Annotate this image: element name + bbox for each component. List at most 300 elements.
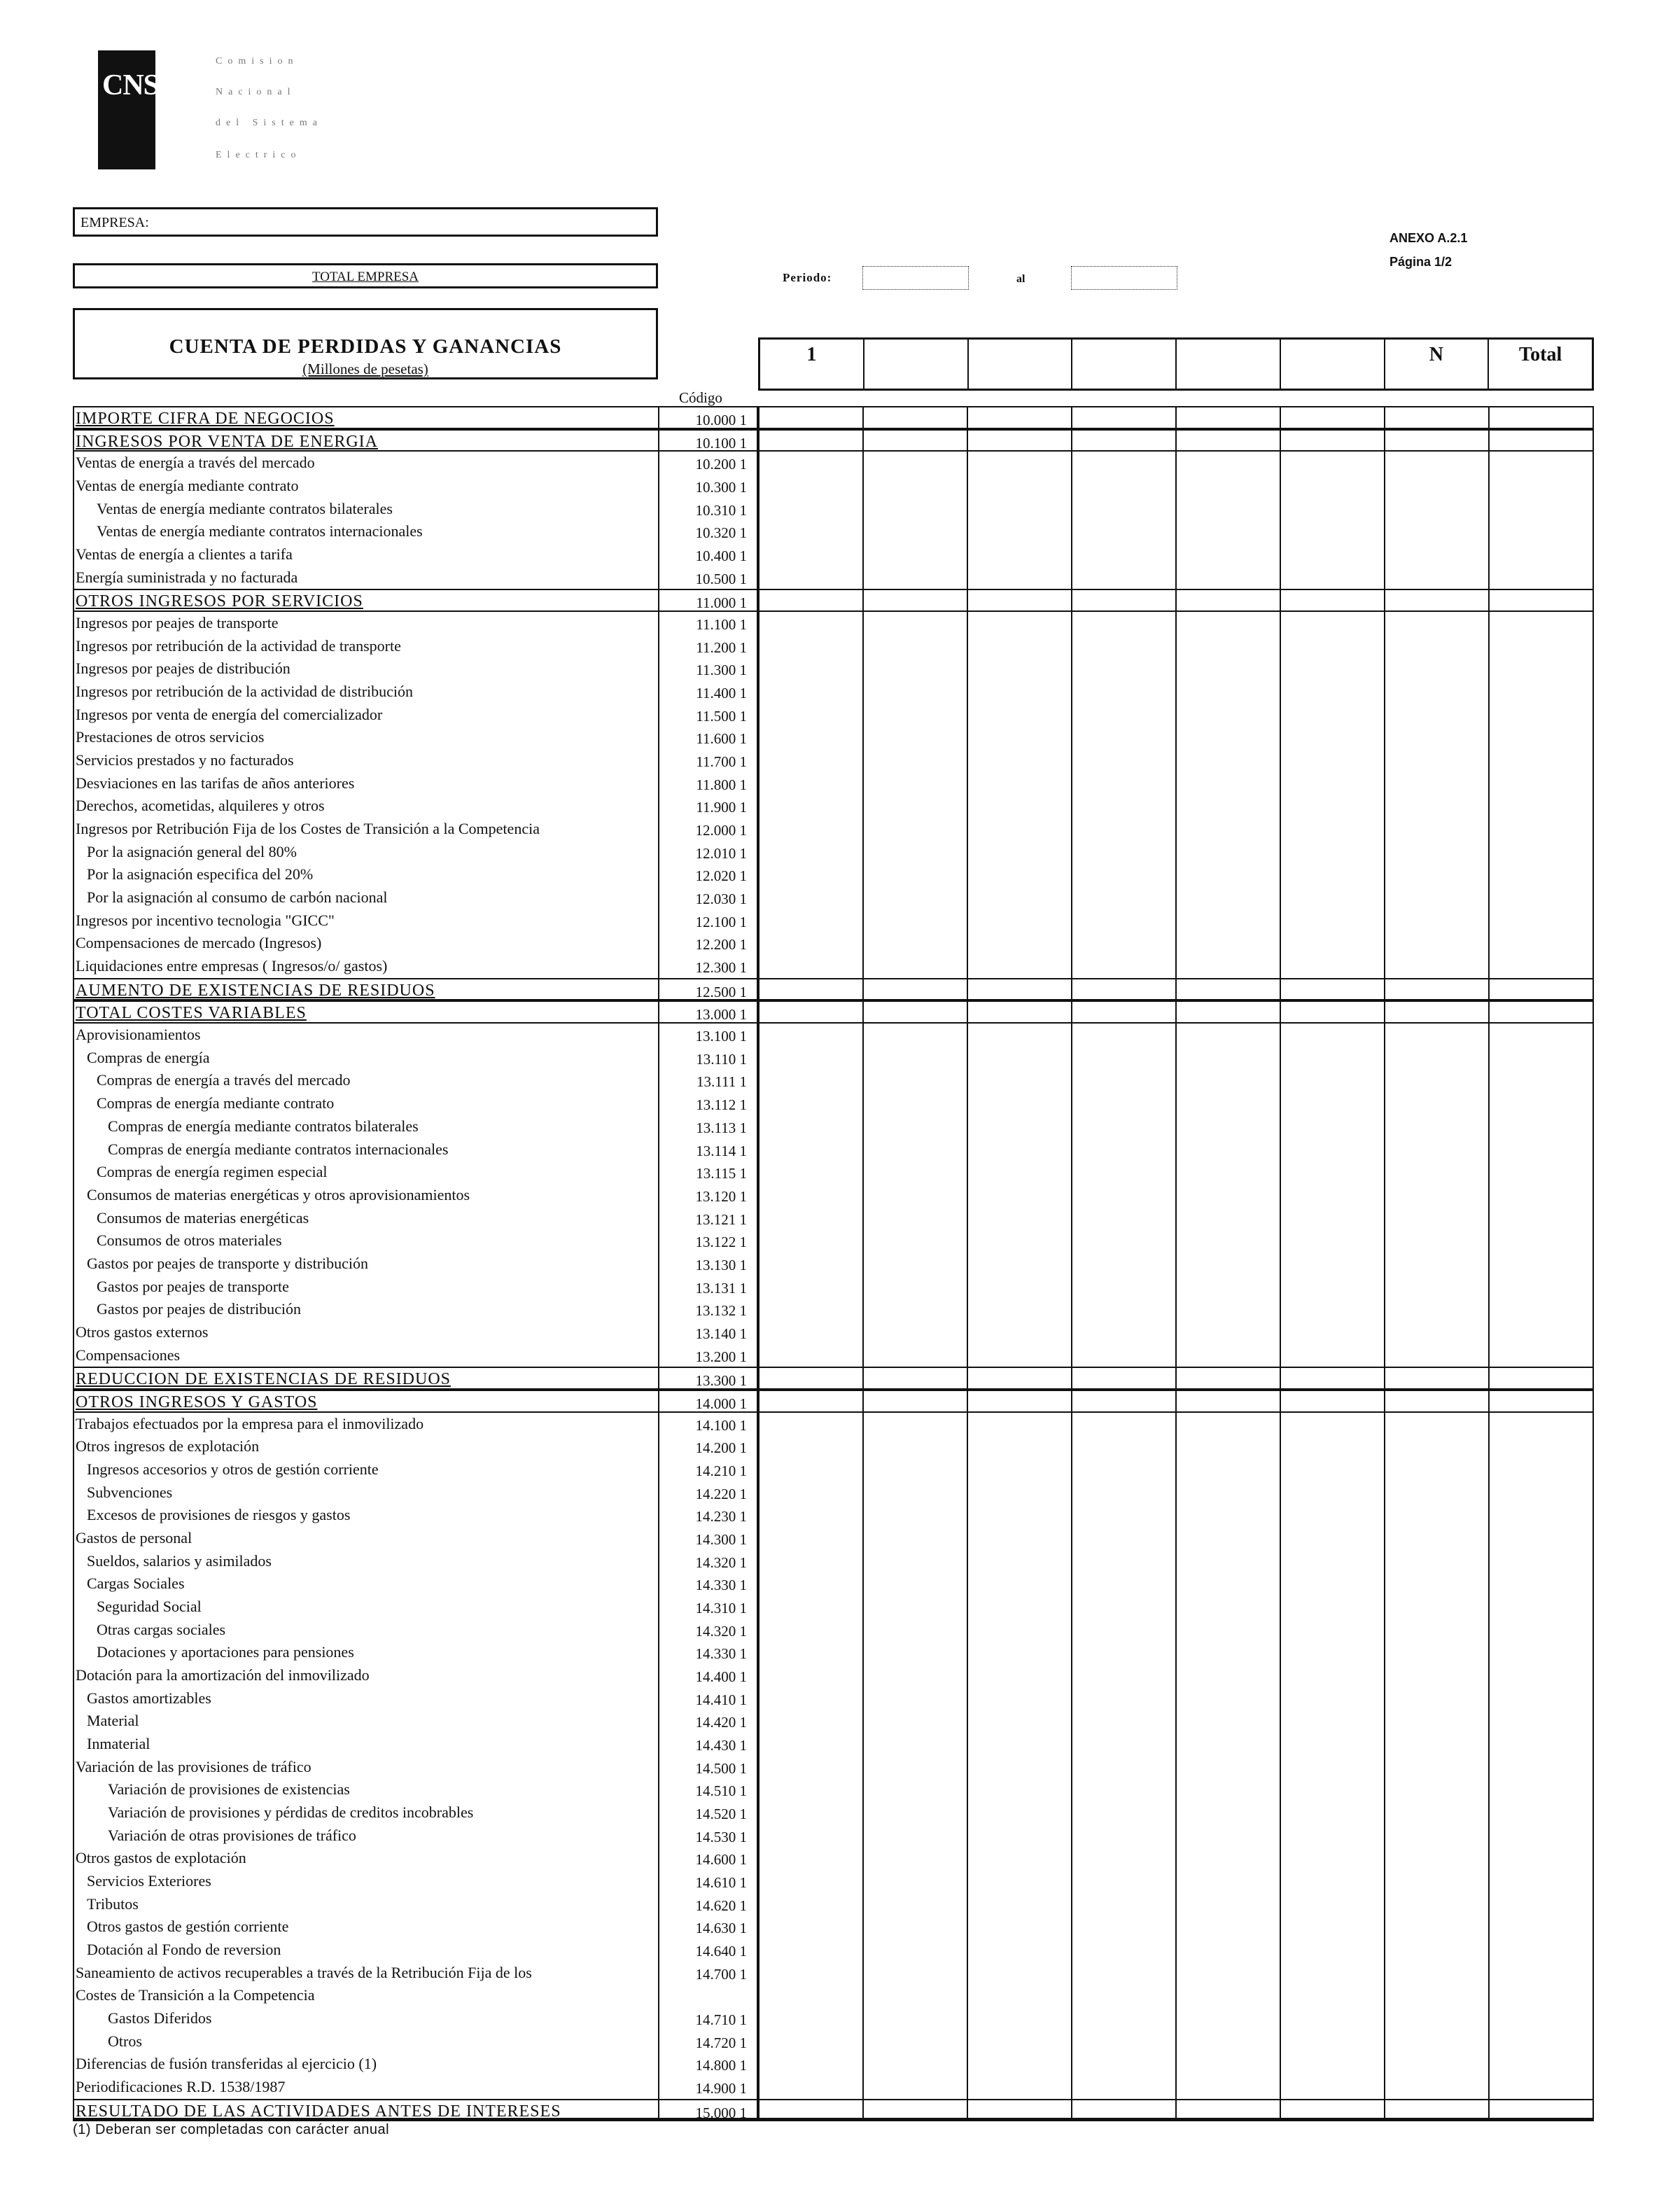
value-cell[interactable]	[1072, 1413, 1177, 1436]
value-cell[interactable]	[1490, 1276, 1594, 1299]
value-cell[interactable]	[1385, 680, 1490, 704]
value-cell[interactable]	[1072, 1390, 1177, 1413]
value-cell[interactable]	[1385, 863, 1490, 886]
value-cell[interactable]	[968, 589, 1072, 612]
value-cell[interactable]	[968, 1115, 1072, 1138]
value-cell[interactable]	[968, 1550, 1072, 1573]
value-cell[interactable]	[1385, 1229, 1490, 1252]
total-empresa-field[interactable]	[73, 263, 658, 288]
value-cell[interactable]	[1490, 932, 1594, 955]
value-cell[interactable]	[1490, 1115, 1594, 1138]
value-cell[interactable]	[1177, 1024, 1281, 1047]
value-cell[interactable]	[1490, 1893, 1594, 1916]
value-cell[interactable]	[1177, 1870, 1281, 1893]
value-cell[interactable]	[1281, 1413, 1385, 1436]
value-cell[interactable]	[1385, 1390, 1490, 1413]
value-cell[interactable]	[864, 978, 968, 1001]
value-cell[interactable]	[758, 1801, 864, 1824]
value-cell[interactable]	[1177, 1435, 1281, 1458]
value-cell[interactable]	[1385, 1962, 1490, 1985]
value-cell[interactable]	[968, 1458, 1072, 1481]
value-cell[interactable]	[1490, 1252, 1594, 1276]
value-cell[interactable]	[1177, 1527, 1281, 1550]
value-cell[interactable]	[864, 1298, 968, 1321]
value-cell[interactable]	[1281, 1138, 1385, 1161]
value-cell[interactable]	[1490, 498, 1594, 521]
value-cell[interactable]	[968, 429, 1072, 452]
value-cell[interactable]	[1490, 955, 1594, 978]
value-cell[interactable]	[758, 1915, 864, 1939]
value-cell[interactable]	[968, 1390, 1072, 1413]
value-cell[interactable]	[758, 749, 864, 772]
value-cell[interactable]	[1281, 1619, 1385, 1642]
value-cell[interactable]	[1281, 612, 1385, 635]
value-cell[interactable]	[864, 886, 968, 909]
value-cell[interactable]	[968, 772, 1072, 795]
value-cell[interactable]	[1281, 475, 1385, 498]
value-cell[interactable]	[1385, 772, 1490, 795]
value-cell[interactable]	[864, 1756, 968, 1779]
value-cell[interactable]	[1072, 1092, 1177, 1115]
value-cell[interactable]	[1385, 1550, 1490, 1573]
value-cell[interactable]	[864, 1550, 968, 1573]
value-cell[interactable]	[1490, 680, 1594, 704]
value-cell[interactable]	[1177, 749, 1281, 772]
value-cell[interactable]	[1490, 1435, 1594, 1458]
value-cell[interactable]	[1385, 1619, 1490, 1642]
value-cell[interactable]	[968, 498, 1072, 521]
value-cell[interactable]	[1490, 1733, 1594, 1756]
value-cell[interactable]	[1177, 1596, 1281, 1619]
value-cell[interactable]	[1385, 1733, 1490, 1756]
value-cell[interactable]	[1281, 1252, 1385, 1276]
value-cell[interactable]	[968, 726, 1072, 749]
value-cell[interactable]	[864, 2007, 968, 2030]
value-cell[interactable]	[1177, 2076, 1281, 2099]
value-cell[interactable]	[1072, 1458, 1177, 1481]
value-cell[interactable]	[1490, 1962, 1594, 1985]
value-cell[interactable]	[1281, 589, 1385, 612]
value-cell[interactable]	[1490, 909, 1594, 933]
value-cell[interactable]	[864, 932, 968, 955]
value-cell[interactable]	[968, 2030, 1072, 2053]
value-cell[interactable]	[758, 1481, 864, 1505]
value-cell[interactable]	[1385, 1092, 1490, 1115]
value-cell[interactable]	[758, 1298, 864, 1321]
value-cell[interactable]	[1385, 520, 1490, 543]
value-cell[interactable]	[864, 406, 968, 429]
value-cell[interactable]	[1281, 1550, 1385, 1573]
periodo-from-field[interactable]	[862, 266, 969, 290]
value-cell[interactable]	[758, 1870, 864, 1893]
value-cell[interactable]	[758, 612, 864, 635]
value-cell[interactable]	[758, 1778, 864, 1801]
value-cell[interactable]	[1385, 589, 1490, 612]
value-cell[interactable]	[1385, 1870, 1490, 1893]
value-cell[interactable]	[864, 1092, 968, 1115]
value-cell[interactable]	[1177, 1984, 1281, 2007]
value-cell[interactable]	[864, 704, 968, 727]
value-cell[interactable]	[758, 1733, 864, 1756]
value-cell[interactable]	[1072, 2076, 1177, 2099]
value-cell[interactable]	[968, 566, 1072, 589]
value-cell[interactable]	[1385, 795, 1490, 818]
value-cell[interactable]	[1177, 1572, 1281, 1596]
value-cell[interactable]	[968, 1756, 1072, 1779]
value-cell[interactable]	[1072, 498, 1177, 521]
value-cell[interactable]	[1281, 978, 1385, 1001]
value-cell[interactable]	[758, 1390, 864, 1413]
value-cell[interactable]	[968, 1207, 1072, 1230]
value-cell[interactable]	[1281, 635, 1385, 658]
value-cell[interactable]	[1490, 635, 1594, 658]
value-cell[interactable]	[1385, 2076, 1490, 2099]
value-cell[interactable]	[864, 475, 968, 498]
value-cell[interactable]	[864, 498, 968, 521]
value-cell[interactable]	[1177, 909, 1281, 933]
value-cell[interactable]	[1281, 863, 1385, 886]
value-cell[interactable]	[758, 1596, 864, 1619]
value-cell[interactable]	[1072, 1435, 1177, 1458]
value-cell[interactable]	[758, 978, 864, 1001]
value-cell[interactable]	[968, 2053, 1072, 2076]
value-cell[interactable]	[1177, 1413, 1281, 1436]
value-cell[interactable]	[1281, 2053, 1385, 2076]
value-cell[interactable]	[1385, 612, 1490, 635]
value-cell[interactable]	[1072, 1893, 1177, 1916]
value-cell[interactable]	[864, 1687, 968, 1710]
value-cell[interactable]	[758, 635, 864, 658]
value-cell[interactable]	[1490, 795, 1594, 818]
value-cell[interactable]	[1072, 726, 1177, 749]
value-cell[interactable]	[1072, 932, 1177, 955]
value-cell[interactable]	[864, 657, 968, 680]
value-cell[interactable]	[864, 680, 968, 704]
value-cell[interactable]	[1385, 475, 1490, 498]
value-cell[interactable]	[1177, 1550, 1281, 1573]
value-cell[interactable]	[1281, 680, 1385, 704]
value-cell[interactable]	[968, 612, 1072, 635]
value-cell[interactable]	[1072, 1229, 1177, 1252]
value-cell[interactable]	[968, 1915, 1072, 1939]
value-cell[interactable]	[864, 1619, 968, 1642]
value-cell[interactable]	[1281, 1801, 1385, 1824]
value-cell[interactable]	[1490, 452, 1594, 475]
value-cell[interactable]	[1072, 1069, 1177, 1092]
value-cell[interactable]	[758, 932, 864, 955]
value-cell[interactable]	[1490, 1619, 1594, 1642]
value-cell[interactable]	[1177, 1733, 1281, 1756]
value-cell[interactable]	[1281, 1756, 1385, 1779]
value-cell[interactable]	[1072, 612, 1177, 635]
value-cell[interactable]	[1490, 543, 1594, 566]
value-cell[interactable]	[1072, 1550, 1177, 1573]
value-cell[interactable]	[1281, 1687, 1385, 1710]
value-cell[interactable]	[1072, 909, 1177, 933]
value-cell[interactable]	[1385, 1915, 1490, 1939]
value-cell[interactable]	[864, 1252, 968, 1276]
value-cell[interactable]	[758, 1847, 864, 1870]
value-cell[interactable]	[1177, 406, 1281, 429]
value-cell[interactable]	[758, 1550, 864, 1573]
value-cell[interactable]	[968, 909, 1072, 933]
value-cell[interactable]	[1490, 1024, 1594, 1047]
value-cell[interactable]	[1281, 2076, 1385, 2099]
value-cell[interactable]	[968, 1504, 1072, 1527]
value-cell[interactable]	[1281, 1710, 1385, 1733]
value-cell[interactable]	[1281, 1161, 1385, 1184]
value-cell[interactable]	[758, 680, 864, 704]
value-cell[interactable]	[1072, 1572, 1177, 1596]
value-cell[interactable]	[1385, 1344, 1490, 1367]
value-cell[interactable]	[1385, 1596, 1490, 1619]
value-cell[interactable]	[968, 680, 1072, 704]
value-cell[interactable]	[1072, 1664, 1177, 1687]
value-cell[interactable]	[1281, 1962, 1385, 1985]
value-cell[interactable]	[1490, 2053, 1594, 2076]
value-cell[interactable]	[1281, 1069, 1385, 1092]
value-cell[interactable]	[1177, 1504, 1281, 1527]
value-cell[interactable]	[968, 1481, 1072, 1505]
value-cell[interactable]	[1072, 2099, 1177, 2120]
value-cell[interactable]	[1177, 1778, 1281, 1801]
value-cell[interactable]	[1490, 429, 1594, 452]
value-cell[interactable]	[758, 886, 864, 909]
value-cell[interactable]	[1072, 1801, 1177, 1824]
value-cell[interactable]	[758, 520, 864, 543]
value-cell[interactable]	[864, 726, 968, 749]
value-cell[interactable]	[1385, 932, 1490, 955]
value-cell[interactable]	[864, 1527, 968, 1550]
value-cell[interactable]	[968, 932, 1072, 955]
value-cell[interactable]	[864, 1939, 968, 1962]
value-cell[interactable]	[1072, 1367, 1177, 1390]
value-cell[interactable]	[968, 886, 1072, 909]
value-cell[interactable]	[864, 1276, 968, 1299]
value-cell[interactable]	[1281, 1184, 1385, 1207]
value-cell[interactable]	[758, 1161, 864, 1184]
value-cell[interactable]	[1177, 1069, 1281, 1092]
value-cell[interactable]	[864, 1710, 968, 1733]
value-cell[interactable]	[1072, 1847, 1177, 1870]
value-cell[interactable]	[1281, 543, 1385, 566]
value-cell[interactable]	[1072, 1939, 1177, 1962]
value-cell[interactable]	[864, 795, 968, 818]
value-cell[interactable]	[758, 795, 864, 818]
value-cell[interactable]	[1490, 1481, 1594, 1505]
value-cell[interactable]	[864, 1733, 968, 1756]
value-cell[interactable]	[1490, 1207, 1594, 1230]
value-cell[interactable]	[1281, 1367, 1385, 1390]
value-cell[interactable]	[758, 1962, 864, 1985]
value-cell[interactable]	[968, 520, 1072, 543]
value-cell[interactable]	[1385, 1138, 1490, 1161]
value-cell[interactable]	[1072, 955, 1177, 978]
value-cell[interactable]	[1072, 406, 1177, 429]
value-cell[interactable]	[864, 955, 968, 978]
value-cell[interactable]	[1177, 1000, 1281, 1024]
value-cell[interactable]	[1385, 841, 1490, 864]
empresa-field[interactable]	[73, 207, 658, 237]
value-cell[interactable]	[1177, 978, 1281, 1001]
value-cell[interactable]	[1490, 2099, 1594, 2120]
value-cell[interactable]	[968, 1641, 1072, 1664]
value-cell[interactable]	[758, 909, 864, 933]
value-cell[interactable]	[968, 1870, 1072, 1893]
value-cell[interactable]	[1177, 1298, 1281, 1321]
value-cell[interactable]	[1072, 772, 1177, 795]
value-cell[interactable]	[864, 2053, 968, 2076]
value-cell[interactable]	[1281, 1527, 1385, 1550]
value-cell[interactable]	[1177, 475, 1281, 498]
value-cell[interactable]	[758, 429, 864, 452]
value-cell[interactable]	[968, 657, 1072, 680]
value-cell[interactable]	[1385, 955, 1490, 978]
value-cell[interactable]	[864, 1115, 968, 1138]
value-cell[interactable]	[1490, 2076, 1594, 2099]
value-cell[interactable]	[1281, 1893, 1385, 1916]
value-cell[interactable]	[1177, 1710, 1281, 1733]
value-cell[interactable]	[1490, 886, 1594, 909]
value-cell[interactable]	[864, 1024, 968, 1047]
value-cell[interactable]	[864, 1596, 968, 1619]
value-cell[interactable]	[1177, 1138, 1281, 1161]
value-cell[interactable]	[1177, 657, 1281, 680]
value-cell[interactable]	[1281, 749, 1385, 772]
value-cell[interactable]	[1072, 657, 1177, 680]
periodo-to-field[interactable]	[1071, 266, 1177, 290]
value-cell[interactable]	[1072, 1161, 1177, 1184]
value-cell[interactable]	[1281, 2007, 1385, 2030]
value-cell[interactable]	[1072, 1115, 1177, 1138]
value-cell[interactable]	[864, 1138, 968, 1161]
value-cell[interactable]	[1072, 704, 1177, 727]
value-cell[interactable]	[1177, 1344, 1281, 1367]
value-cell[interactable]	[758, 566, 864, 589]
value-cell[interactable]	[968, 704, 1072, 727]
value-cell[interactable]	[1177, 2053, 1281, 2076]
value-cell[interactable]	[968, 1161, 1072, 1184]
value-cell[interactable]	[968, 1184, 1072, 1207]
value-cell[interactable]	[1385, 2030, 1490, 2053]
value-cell[interactable]	[1072, 1024, 1177, 1047]
value-cell[interactable]	[1177, 452, 1281, 475]
value-cell[interactable]	[1177, 955, 1281, 978]
value-cell[interactable]	[758, 1092, 864, 1115]
value-cell[interactable]	[1385, 909, 1490, 933]
value-cell[interactable]	[1177, 772, 1281, 795]
value-cell[interactable]	[1385, 1024, 1490, 1047]
value-cell[interactable]	[864, 520, 968, 543]
value-cell[interactable]	[1490, 1092, 1594, 1115]
value-cell[interactable]	[864, 612, 968, 635]
value-cell[interactable]	[1490, 818, 1594, 841]
value-cell[interactable]	[864, 1000, 968, 1024]
value-cell[interactable]	[1177, 1687, 1281, 1710]
value-cell[interactable]	[1490, 475, 1594, 498]
value-cell[interactable]	[1177, 1252, 1281, 1276]
value-cell[interactable]	[1072, 566, 1177, 589]
value-cell[interactable]	[968, 795, 1072, 818]
value-cell[interactable]	[1490, 704, 1594, 727]
value-cell[interactable]	[1490, 1527, 1594, 1550]
value-cell[interactable]	[968, 1664, 1072, 1687]
value-cell[interactable]	[758, 1000, 864, 1024]
value-cell[interactable]	[1490, 1847, 1594, 1870]
value-cell[interactable]	[1177, 680, 1281, 704]
value-cell[interactable]	[1490, 1344, 1594, 1367]
value-cell[interactable]	[1072, 1619, 1177, 1642]
value-cell[interactable]	[758, 1138, 864, 1161]
value-cell[interactable]	[1490, 2030, 1594, 2053]
value-cell[interactable]	[1072, 1184, 1177, 1207]
value-cell[interactable]	[1177, 1641, 1281, 1664]
value-cell[interactable]	[1072, 680, 1177, 704]
value-cell[interactable]	[968, 635, 1072, 658]
value-cell[interactable]	[1177, 543, 1281, 566]
value-cell[interactable]	[1072, 1276, 1177, 1299]
value-cell[interactable]	[1385, 1778, 1490, 1801]
value-cell[interactable]	[1072, 818, 1177, 841]
value-cell[interactable]	[758, 406, 864, 429]
value-cell[interactable]	[1281, 1984, 1385, 2007]
value-cell[interactable]	[1281, 657, 1385, 680]
value-cell[interactable]	[1281, 429, 1385, 452]
value-cell[interactable]	[1385, 1413, 1490, 1436]
value-cell[interactable]	[968, 1893, 1072, 1916]
value-cell[interactable]	[1281, 1229, 1385, 1252]
value-cell[interactable]	[1072, 429, 1177, 452]
value-cell[interactable]	[968, 955, 1072, 978]
value-cell[interactable]	[1281, 1641, 1385, 1664]
value-cell[interactable]	[1385, 1207, 1490, 1230]
value-cell[interactable]	[1490, 1550, 1594, 1573]
value-cell[interactable]	[1385, 2007, 1490, 2030]
value-cell[interactable]	[1385, 1298, 1490, 1321]
value-cell[interactable]	[968, 406, 1072, 429]
value-cell[interactable]	[758, 1619, 864, 1642]
value-cell[interactable]	[1490, 1321, 1594, 1344]
value-cell[interactable]	[1281, 1092, 1385, 1115]
value-cell[interactable]	[758, 1276, 864, 1299]
value-cell[interactable]	[1385, 1687, 1490, 1710]
value-cell[interactable]	[864, 1069, 968, 1092]
value-cell[interactable]	[968, 978, 1072, 1001]
value-cell[interactable]	[968, 1733, 1072, 1756]
value-cell[interactable]	[864, 429, 968, 452]
value-cell[interactable]	[758, 1413, 864, 1436]
value-cell[interactable]	[1281, 1572, 1385, 1596]
value-cell[interactable]	[1177, 841, 1281, 864]
value-cell[interactable]	[1490, 1298, 1594, 1321]
value-cell[interactable]	[1490, 726, 1594, 749]
value-cell[interactable]	[968, 1962, 1072, 1985]
value-cell[interactable]	[968, 1344, 1072, 1367]
value-cell[interactable]	[968, 1435, 1072, 1458]
value-cell[interactable]	[1177, 498, 1281, 521]
value-cell[interactable]	[758, 1641, 864, 1664]
value-cell[interactable]	[1281, 520, 1385, 543]
value-cell[interactable]	[1385, 726, 1490, 749]
value-cell[interactable]	[864, 1962, 968, 1985]
value-cell[interactable]	[1281, 1596, 1385, 1619]
value-cell[interactable]	[1385, 1321, 1490, 1344]
value-cell[interactable]	[1177, 1390, 1281, 1413]
value-cell[interactable]	[1072, 1756, 1177, 1779]
value-cell[interactable]	[1177, 704, 1281, 727]
value-cell[interactable]	[1490, 566, 1594, 589]
value-cell[interactable]	[1490, 1229, 1594, 1252]
